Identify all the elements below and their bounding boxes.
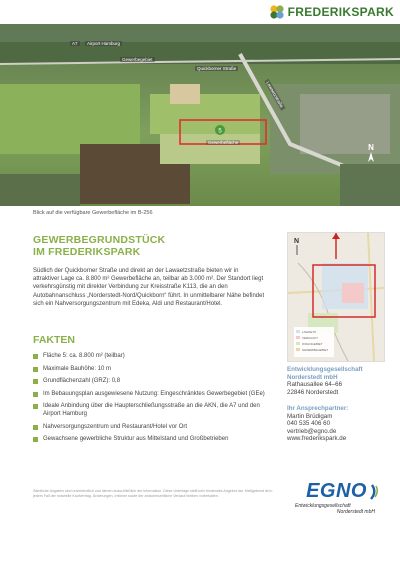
photo-caption: Blick auf die verfügbare Gewerbefläche im B-256 [33,210,153,216]
aerial-photo [0,24,400,206]
egno-sub-1: Entwicklungsgesellschaft [295,503,351,509]
contact-heading: Ihr Ansprechpartner: [287,405,349,412]
bullet-icon [33,379,38,384]
contact-block [287,405,348,443]
label-quickborn: Quickborner Straße [197,66,237,71]
contact-web[interactable]: www.frederikspark.de [287,435,347,443]
clover-logo-icon [269,4,285,20]
bullet-icon [33,404,38,409]
label-kreis: Gewerbegebiet [122,57,153,62]
disclaimer-text: Sämtliche Angaben sind unverbindlich und dienen ausschließlich der Information. Diese Unterlage stellt kein bindendes Angebot dar. Maßgebend ist in jedem Fall der notarielle Kaufvertrag. Änderungen, Irrtümer sowie der zwischenzeitliche Verkauf bleiben vorbehalten. [33,489,273,498]
list-item: Gewachsene gewerbliche Struktur aus Mittelstand und Großbetrieben [33,436,268,444]
intro-paragraph: Südlich der Quickborner Straße und direkt an der Lawaetzstraße bieten wir in attraktiver Lage ca. 8.800 m² Gewerbefläche an, teilbar ab 3.000 m². Der Standort liegt verkehrsgünstig mit direkter Verbindung zur Kreisstraße K113, die an den Autobahnanschluss „Norderstedt-Nord/Quickborn“ führt. In unmittelbarer Nähe befindet sich ein Nahversorgungszentrum mit Edeka, Aldi und Restaurant/Hotel. [33,268,265,307]
label-a7: A7 [72,41,78,46]
facts-heading: FAKTEN [33,334,75,346]
egno-sub-2: Norderstedt mbH [336,509,375,515]
title-line-1: GEWERBEGRUNDSTÜCK [33,234,166,246]
list-item: Fläche 5: ca. 8.800 m² (teilbar) [33,353,268,361]
title-line-2: IM FREDERIKSPARK [33,246,141,258]
svg-text:5: 5 [218,128,222,135]
bullet-icon [33,437,38,442]
list-item: Maximale Bauhöhe: 10 m [33,366,268,374]
brand-name: FREDERIKSPARK [287,5,394,19]
bullet-icon [33,425,38,430]
label-plot: Gewerbefläche [208,140,239,145]
legend-item: GEWERBEGEBIET [302,348,329,352]
frederikspark-logo [269,4,394,20]
egno-swoosh-icon [369,483,379,501]
list-item: Grundflächenzahl (GRZ): 0,8 [33,378,268,386]
company-city: 22846 Norderstedt [287,388,339,396]
location-map [287,232,385,362]
company-name-1: Entwicklungsgesellschaft [287,366,363,373]
bullet-icon [33,367,38,372]
svg-text:N: N [368,143,374,152]
facts-list [33,353,268,449]
list-item: Ideale Anbindung über die Haupterschließungsstraße an die AKN, die A7 und den Airport Hamburg [33,403,268,418]
egno-logo: EGNO [306,480,367,502]
label-airport: Airport Hamburg [87,41,121,46]
map-legend [302,329,328,353]
contact-name: Martin Brüdigam [287,412,333,420]
label-lawaetz: Lawaetzstraße [265,80,285,109]
list-item: Nahversorgungszentrum und Restaurant/Hotel vor Ort [33,424,268,432]
list-item: Im Bebauungsplan ausgewiesene Nutzung: Eingeschränktes Gewerbegebiet (GEe) [33,391,268,399]
page-title [33,234,165,258]
bullet-icon [33,354,38,359]
company-name-2: Norderstedt mbH [287,373,338,381]
legend-item: VERKAUFT [302,336,319,340]
legend-item: WOHNGEBIET [302,342,323,346]
svg-text:N: N [294,238,300,245]
contact-email[interactable]: vertrieb@egno.de [287,427,337,435]
legend-item: LAWAETZ [302,330,316,334]
company-address [287,366,363,396]
company-street: Rathausallee 64–66 [287,381,343,389]
egno-logo-block [295,480,385,515]
bullet-icon [33,392,38,397]
north-arrow-icon [364,142,378,164]
contact-phone[interactable]: 040 535 406 60 [287,420,331,428]
